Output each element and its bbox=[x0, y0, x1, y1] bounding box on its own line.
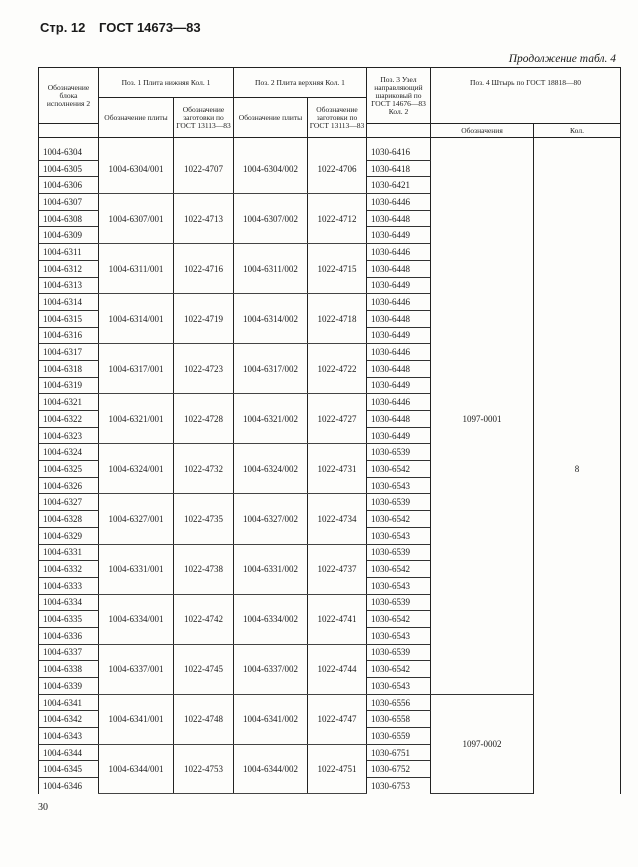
pos4-designation: 1097-0002 bbox=[431, 694, 534, 794]
pos3-designation: 1030-6539 bbox=[367, 444, 431, 461]
pos3-designation: 1030-6542 bbox=[367, 461, 431, 478]
block-designation: 1004-6316 bbox=[39, 327, 99, 344]
pos3-designation: 1030-6543 bbox=[367, 527, 431, 544]
pos3-designation: 1030-6559 bbox=[367, 728, 431, 745]
block-designation: 1004-6329 bbox=[39, 527, 99, 544]
col-pos4-designations: Обозначения bbox=[431, 124, 534, 138]
pos3-designation: 1030-6446 bbox=[367, 394, 431, 411]
pos2-plate: 1004-6331/002 bbox=[234, 544, 308, 594]
pos3-designation: 1030-6416 bbox=[367, 144, 431, 160]
pos1-blank: 1022-4728 bbox=[174, 394, 234, 444]
block-designation: 1004-6338 bbox=[39, 661, 99, 678]
block-designation: 1004-6323 bbox=[39, 427, 99, 444]
table-row bbox=[39, 144, 621, 160]
pos3-designation: 1030-6446 bbox=[367, 294, 431, 311]
pos1-blank: 1022-4748 bbox=[174, 694, 234, 744]
pos3-designation: 1030-6418 bbox=[367, 160, 431, 177]
pos2-blank: 1022-4712 bbox=[308, 194, 367, 244]
pos1-plate: 1004-6304/001 bbox=[99, 144, 174, 194]
page-label: Стр. 12 bbox=[40, 20, 86, 35]
block-designation: 1004-6308 bbox=[39, 210, 99, 227]
pos1-plate: 1004-6307/001 bbox=[99, 194, 174, 244]
pos2-plate: 1004-6307/002 bbox=[234, 194, 308, 244]
block-designation: 1004-6307 bbox=[39, 194, 99, 211]
pos3-designation: 1030-6449 bbox=[367, 327, 431, 344]
pos2-blank: 1022-4715 bbox=[308, 244, 367, 294]
block-designation: 1004-6334 bbox=[39, 594, 99, 611]
col-pos1-plate: Обозначение плиты bbox=[99, 98, 174, 138]
block-designation: 1004-6337 bbox=[39, 644, 99, 661]
col-pos2-blank: Обозначение заготовки по ГОСТ 13113—83 bbox=[308, 98, 367, 138]
block-designation: 1004-6326 bbox=[39, 477, 99, 494]
pos2-blank: 1022-4751 bbox=[308, 744, 367, 794]
pos3-designation: 1030-6542 bbox=[367, 611, 431, 628]
block-designation: 1004-6346 bbox=[39, 778, 99, 794]
pos1-plate: 1004-6321/001 bbox=[99, 394, 174, 444]
page-header bbox=[40, 20, 211, 35]
block-designation: 1004-6328 bbox=[39, 511, 99, 528]
block-designation: 1004-6309 bbox=[39, 227, 99, 244]
table-row bbox=[39, 694, 621, 711]
pos2-plate: 1004-6337/002 bbox=[234, 644, 308, 694]
pos1-plate: 1004-6317/001 bbox=[99, 344, 174, 394]
pos2-blank: 1022-4731 bbox=[308, 444, 367, 494]
pos2-plate: 1004-6311/002 bbox=[234, 244, 308, 294]
pos1-blank: 1022-4719 bbox=[174, 294, 234, 344]
block-designation: 1004-6333 bbox=[39, 577, 99, 594]
col-pos1: Поз. 1 Плита нижняя Кол. 1 bbox=[99, 68, 234, 98]
pos3-designation: 1030-6448 bbox=[367, 360, 431, 377]
pos3-designation: 1030-6539 bbox=[367, 644, 431, 661]
block-designation: 1004-6336 bbox=[39, 627, 99, 644]
pos3-designation: 1030-6421 bbox=[367, 177, 431, 194]
pos1-blank: 1022-4753 bbox=[174, 744, 234, 794]
block-designation: 1004-6321 bbox=[39, 394, 99, 411]
pos3-designation: 1030-6446 bbox=[367, 244, 431, 261]
pos1-blank: 1022-4745 bbox=[174, 644, 234, 694]
pos2-blank: 1022-4737 bbox=[308, 544, 367, 594]
pos3-designation: 1030-6449 bbox=[367, 227, 431, 244]
pos3-designation: 1030-6539 bbox=[367, 494, 431, 511]
pos3-designation: 1030-6543 bbox=[367, 477, 431, 494]
pos2-blank: 1022-4722 bbox=[308, 344, 367, 394]
pos1-plate: 1004-6334/001 bbox=[99, 594, 174, 644]
pos2-blank: 1022-4727 bbox=[308, 394, 367, 444]
pos3-designation: 1030-6753 bbox=[367, 778, 431, 794]
block-designation: 1004-6319 bbox=[39, 377, 99, 394]
block-designation: 1004-6314 bbox=[39, 294, 99, 311]
pos3-designation: 1030-6448 bbox=[367, 210, 431, 227]
block-designation: 1004-6331 bbox=[39, 544, 99, 561]
pos2-plate: 1004-6324/002 bbox=[234, 444, 308, 494]
pos3-designation: 1030-6542 bbox=[367, 661, 431, 678]
pos3-designation: 1030-6543 bbox=[367, 678, 431, 695]
pos3-designation: 1030-6556 bbox=[367, 694, 431, 711]
pos3-designation: 1030-6539 bbox=[367, 594, 431, 611]
pos3-designation: 1030-6446 bbox=[367, 194, 431, 211]
pos2-plate: 1004-6327/002 bbox=[234, 494, 308, 544]
pos1-plate: 1004-6327/001 bbox=[99, 494, 174, 544]
pos3-designation: 1030-6542 bbox=[367, 561, 431, 578]
pos1-plate: 1004-6344/001 bbox=[99, 744, 174, 794]
col-pos4-qty: Кол. bbox=[534, 124, 621, 138]
table-continuation-label: Продолжение табл. 4 bbox=[508, 53, 616, 65]
pos3-designation: 1030-6543 bbox=[367, 627, 431, 644]
pos1-plate: 1004-6324/001 bbox=[99, 444, 174, 494]
block-designation: 1004-6311 bbox=[39, 244, 99, 261]
pos3-designation: 1030-6449 bbox=[367, 377, 431, 394]
pos2-plate: 1004-6317/002 bbox=[234, 344, 308, 394]
block-designation: 1004-6317 bbox=[39, 344, 99, 361]
block-designation: 1004-6345 bbox=[39, 761, 99, 778]
pos2-plate: 1004-6341/002 bbox=[234, 694, 308, 744]
pos4-qty: 8 bbox=[534, 144, 621, 794]
standard-number: ГОСТ 14673—83 bbox=[99, 20, 201, 35]
block-designation: 1004-6304 bbox=[39, 144, 99, 160]
specification-table bbox=[38, 67, 621, 794]
block-designation: 1004-6343 bbox=[39, 728, 99, 745]
block-designation: 1004-6332 bbox=[39, 561, 99, 578]
pos1-plate: 1004-6331/001 bbox=[99, 544, 174, 594]
block-designation: 1004-6322 bbox=[39, 411, 99, 428]
pos2-blank: 1022-4734 bbox=[308, 494, 367, 544]
block-designation: 1004-6342 bbox=[39, 711, 99, 728]
col-pos4: Поз. 4 Штырь по ГОСТ 18818—80 bbox=[431, 68, 621, 98]
pos1-plate: 1004-6337/001 bbox=[99, 644, 174, 694]
pos2-plate: 1004-6334/002 bbox=[234, 594, 308, 644]
pos3-designation: 1030-6542 bbox=[367, 511, 431, 528]
block-designation: 1004-6325 bbox=[39, 461, 99, 478]
block-designation: 1004-6305 bbox=[39, 160, 99, 177]
block-designation: 1004-6344 bbox=[39, 744, 99, 761]
block-designation: 1004-6335 bbox=[39, 611, 99, 628]
pos3-designation: 1030-6449 bbox=[367, 277, 431, 294]
block-designation: 1004-6318 bbox=[39, 360, 99, 377]
pos1-plate: 1004-6311/001 bbox=[99, 244, 174, 294]
pos2-plate: 1004-6344/002 bbox=[234, 744, 308, 794]
pos4-designation: 1097-0001 bbox=[431, 144, 534, 694]
pos2-blank: 1022-4741 bbox=[308, 594, 367, 644]
col-pos3: Поз. 3 Узел направляющий шариковый по ГОСТ 14676—83 Кол. 2 bbox=[367, 68, 431, 124]
block-designation: 1004-6313 bbox=[39, 277, 99, 294]
pos1-blank: 1022-4713 bbox=[174, 194, 234, 244]
block-designation: 1004-6341 bbox=[39, 694, 99, 711]
col-block: Обозначение блока исполнения 2 bbox=[39, 68, 99, 124]
pos1-blank: 1022-4735 bbox=[174, 494, 234, 544]
pos1-plate: 1004-6341/001 bbox=[99, 694, 174, 744]
pos3-designation: 1030-6449 bbox=[367, 427, 431, 444]
block-designation: 1004-6339 bbox=[39, 678, 99, 695]
pos1-blank: 1022-4716 bbox=[174, 244, 234, 294]
pos1-blank: 1022-4707 bbox=[174, 144, 234, 194]
block-designation: 1004-6327 bbox=[39, 494, 99, 511]
pos1-blank: 1022-4742 bbox=[174, 594, 234, 644]
pos1-plate: 1004-6314/001 bbox=[99, 294, 174, 344]
pos1-blank: 1022-4738 bbox=[174, 544, 234, 594]
pos3-designation: 1030-6752 bbox=[367, 761, 431, 778]
pos1-blank: 1022-4732 bbox=[174, 444, 234, 494]
pos2-blank: 1022-4744 bbox=[308, 644, 367, 694]
block-designation: 1004-6324 bbox=[39, 444, 99, 461]
pos2-blank: 1022-4747 bbox=[308, 694, 367, 744]
pos3-designation: 1030-6446 bbox=[367, 344, 431, 361]
page-number: 30 bbox=[38, 802, 48, 813]
pos3-designation: 1030-6448 bbox=[367, 310, 431, 327]
pos3-designation: 1030-6448 bbox=[367, 260, 431, 277]
pos3-designation: 1030-6539 bbox=[367, 544, 431, 561]
block-designation: 1004-6312 bbox=[39, 260, 99, 277]
pos2-blank: 1022-4706 bbox=[308, 144, 367, 194]
pos2-plate: 1004-6304/002 bbox=[234, 144, 308, 194]
pos3-designation: 1030-6543 bbox=[367, 577, 431, 594]
col-pos2-plate: Обозначение плиты bbox=[234, 98, 308, 138]
block-designation: 1004-6315 bbox=[39, 310, 99, 327]
pos2-blank: 1022-4718 bbox=[308, 294, 367, 344]
pos3-designation: 1030-6751 bbox=[367, 744, 431, 761]
pos2-plate: 1004-6321/002 bbox=[234, 394, 308, 444]
pos2-plate: 1004-6314/002 bbox=[234, 294, 308, 344]
col-pos2: Поз. 2 Плита верхняя Кол. 1 bbox=[234, 68, 367, 98]
pos3-designation: 1030-6558 bbox=[367, 711, 431, 728]
block-designation: 1004-6306 bbox=[39, 177, 99, 194]
pos1-blank: 1022-4723 bbox=[174, 344, 234, 394]
pos3-designation: 1030-6448 bbox=[367, 411, 431, 428]
col-pos1-blank: Обозначение заготовки по ГОСТ 13113—83 bbox=[174, 98, 234, 138]
